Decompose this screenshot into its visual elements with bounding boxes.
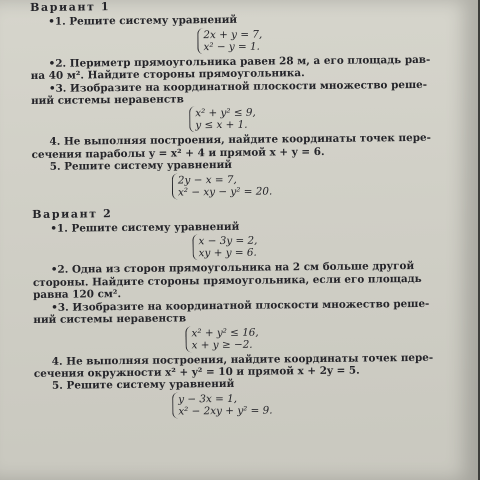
v2-task-3-line2: ний системы неравенств — [33, 312, 187, 327]
v2-task-5-eq1: y − 3x = 1, — [178, 392, 238, 406]
v1-task-3-eq2: y ≤ x + 1. — [195, 119, 248, 132]
v1-task-5-system — [172, 169, 472, 201]
v2-task-1-eq2: xy + y = 6. — [198, 247, 257, 260]
v1-task-3-eq1: x² + y² ≤ 9, — [195, 107, 256, 120]
v2-task-3-line1: •3. Изобразите на координатной плоскости множество реше- — [51, 297, 430, 314]
v1-task-2-line1: •2. Периметр прямоугольника равен 28 м, а его площадь рав- — [48, 53, 431, 70]
v1-task-5-label: 5. Решите систему уравнений — [49, 159, 233, 174]
v1-task-4-line2: сечения параболы y = x² + 4 и прямой x + y = 6. — [31, 145, 325, 161]
v2-task-2-line1: •2. Одна из сторон прямоугольника на 2 см больше другой — [50, 260, 415, 277]
v2-task-1-eq1: x − 3y = 2, — [198, 235, 258, 248]
v2-task-1-label: •1. Решите систему уравнений — [50, 220, 240, 235]
v2-task-4-line1: 4. Не выполняя построения, найдите координаты точек пере- — [51, 351, 434, 368]
worksheet-content — [30, 0, 474, 422]
v1-task-1-system — [197, 24, 470, 56]
v1-task-4-line1: 4. Не выполняя построения, найдите координаты точек пере- — [49, 132, 431, 149]
v1-task-3-line2: ний системы неравенств — [30, 93, 184, 108]
variant-2-title: Вариант 2 — [32, 206, 113, 221]
v2-task-5-label: 5. Решите систему уравнений — [51, 378, 235, 393]
v2-task-5-eq2: x² − 2xy + y² = 9. — [178, 404, 273, 418]
v2-task-2-line3: равна 120 см². — [33, 288, 122, 302]
v1-task-2-line2: на 40 м². Найдите стороны прямоугольника. — [30, 67, 305, 83]
v2-task-3-system — [185, 322, 473, 354]
v1-task-1-eq2: x² − y = 1. — [203, 40, 260, 53]
v2-task-3-eq2: x + y ≥ −2. — [191, 338, 253, 351]
v1-task-1-label: •1. Решите систему уравнений — [48, 14, 238, 29]
v2-task-1-system — [192, 231, 472, 263]
v2-task-3-eq1: x² + y² ≤ 16, — [191, 326, 259, 339]
v1-task-3-system — [189, 103, 471, 135]
v1-task-5-eq1: 2y − x = 7, — [177, 173, 237, 187]
v2-task-5-system — [172, 388, 474, 420]
v1-task-5-eq2: x² − xy − y² = 20. — [177, 185, 273, 199]
variant-1-title: Вариант 1 — [29, 0, 111, 14]
v1-task-1-eq1: 2x + y = 7, — [203, 28, 263, 41]
v2-task-4-line2: сечения окружности x² + y² = 10 и прямой x + 2y = 5. — [33, 364, 360, 380]
v2-task-2-line2: стороны. Найдите стороны прямоугольника, если его площадь — [32, 272, 422, 289]
v1-task-3-line1: •3. Изобразите на координатной плоскости множество реше- — [48, 78, 428, 95]
